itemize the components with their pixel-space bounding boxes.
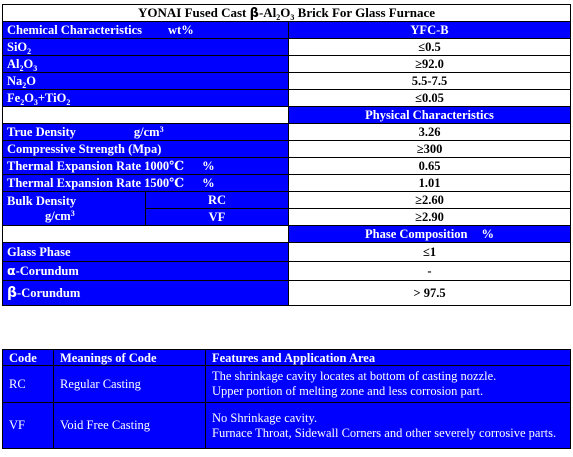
- compressive-strength-value: ≥300: [289, 141, 571, 158]
- table-row: [3, 158, 571, 175]
- meaning-rc: Regular Casting: [54, 366, 206, 403]
- sio2-value: ≤0.5: [289, 39, 571, 56]
- table-row: [3, 124, 571, 141]
- table-row: [3, 243, 571, 262]
- phase-header-spacer: [3, 226, 289, 243]
- thermal-1500-value: 1.01: [289, 175, 571, 192]
- table-row: [3, 73, 571, 90]
- bulk-vf-label: VF: [146, 209, 289, 226]
- features-vf: No Shrinkage cavity. Furnace Throat, Sidewall Corners and other severely corrosive parts.: [206, 403, 571, 449]
- code-header-row: [3, 350, 571, 366]
- table-row: [3, 366, 571, 403]
- bulk-vf-value: ≥2.90: [289, 209, 571, 226]
- beta-corundum-value: > 97.5: [289, 281, 571, 306]
- code-header: Code: [3, 350, 54, 366]
- true-density-value: 3.26: [289, 124, 571, 141]
- table-row: [3, 39, 571, 56]
- alpha-corundum-label: α-Corundum: [3, 262, 289, 281]
- table-row: [3, 403, 571, 449]
- table-row: [3, 262, 571, 281]
- code-rc: RC: [3, 366, 54, 403]
- al2o3-value: ≥92.0: [289, 56, 571, 73]
- physical-header-row: [3, 107, 571, 124]
- table-row: [3, 175, 571, 192]
- na2o-value: 5.5-7.5: [289, 73, 571, 90]
- glass-phase-label: Glass Phase: [3, 243, 289, 262]
- fe2o3-tio2-value: ≤0.05: [289, 90, 571, 107]
- chemical-header-row: [3, 22, 571, 39]
- phase-header-row: [3, 226, 571, 243]
- spec-table: [2, 4, 571, 306]
- na2o-label: $Na_2O$: [3, 73, 289, 90]
- alpha-corundum-value: -: [289, 262, 571, 281]
- table-row: [3, 141, 571, 158]
- table-row: [3, 281, 571, 306]
- chemical-header: Chemical Characteristics wt%: [3, 22, 289, 39]
- bulk-rc-label: RC: [146, 192, 289, 209]
- physical-header: Physical Characteristics: [289, 107, 571, 124]
- features-header: Features and Application Area: [206, 350, 571, 366]
- true-density-label: True Density $g/cm^3$: [3, 124, 289, 141]
- title-row: [3, 5, 571, 22]
- thermal-1500-label: Thermal Expansion Rate 1500℃ %: [3, 175, 289, 192]
- table-row: [3, 192, 571, 209]
- table-row: [3, 56, 571, 73]
- sio2-label: SiO$_2$: [3, 39, 289, 56]
- thermal-1000-value: 0.65: [289, 158, 571, 175]
- beta-corundum-label: β-Corundum: [3, 281, 289, 306]
- code-vf: VF: [3, 403, 54, 449]
- phase-header: Phase Composition %: [289, 226, 571, 243]
- meaning-vf: Void Free Casting: [54, 403, 206, 449]
- physical-header-spacer: [3, 107, 289, 124]
- thermal-1000-label: Thermal Expansion Rate 1000℃ %: [3, 158, 289, 175]
- table-row: [3, 90, 571, 107]
- code-table: [2, 349, 571, 449]
- glass-phase-value: ≤1: [289, 243, 571, 262]
- al2o3-label: $Al_2O_3$: [3, 56, 289, 73]
- product-name: YFC-B: [289, 22, 571, 39]
- compressive-strength-label: Compressive Strength (Mpa): [3, 141, 289, 158]
- bulk-rc-value: ≥2.60: [289, 192, 571, 209]
- bulk-density-label: Bulk Density $g/cm^3$: [3, 192, 146, 226]
- fe2o3-tio2-label: $Fe_2O_3+TiO_2$: [3, 90, 289, 107]
- table-title: YONAI Fused Cast $\beta-Al_2O_3$ Brick For Glass Furnace: [3, 5, 571, 22]
- features-rc: The shrinkage cavity locates at bottom of casting nozzle. Upper portion of melting zone and less corrosion part.: [206, 366, 571, 403]
- meaning-header: Meanings of Code: [54, 350, 206, 366]
